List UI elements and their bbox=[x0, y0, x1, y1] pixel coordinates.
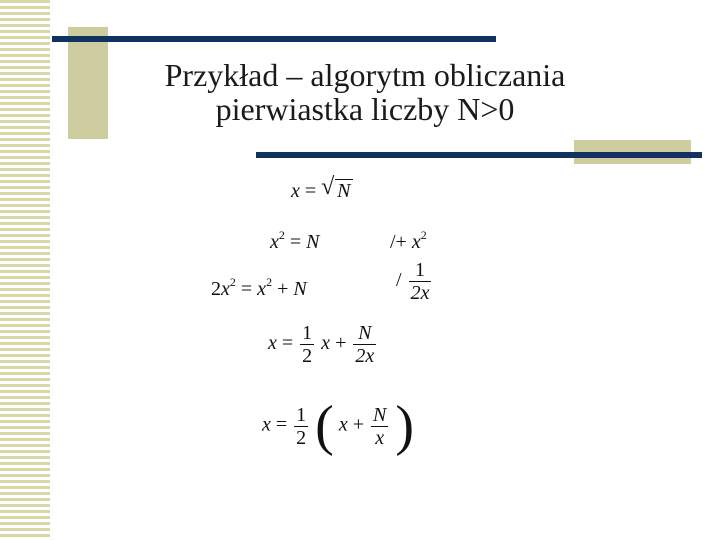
equation-3 bbox=[211, 275, 307, 301]
eq3-note-num: 1 bbox=[415, 259, 425, 281]
eq3-equals: = bbox=[240, 278, 253, 300]
eq1-equals: = bbox=[304, 180, 317, 202]
eq3-lhs: x bbox=[221, 278, 230, 300]
eq2-rhs: N bbox=[306, 231, 320, 253]
eq4-equals: = bbox=[281, 332, 294, 355]
eq3-exp: 2 bbox=[229, 275, 236, 289]
eq2-equals: = bbox=[289, 231, 302, 253]
eq2-note-var: x bbox=[411, 231, 421, 253]
left-decorative-stripe bbox=[0, 0, 50, 540]
eq5-right-paren: ) bbox=[395, 395, 414, 457]
eq5-equals: = bbox=[275, 413, 288, 436]
eq5-frac2-num: N bbox=[373, 403, 387, 426]
eq2-lhs: x bbox=[270, 231, 279, 253]
equation-5 bbox=[262, 395, 414, 457]
eq4-frac2-num: N bbox=[358, 322, 372, 344]
eq1-radicand: N bbox=[337, 180, 351, 202]
eq4-frac1-num: 1 bbox=[302, 322, 313, 344]
eq2-note-exp: 2 bbox=[420, 228, 427, 242]
eq4-lhs: x bbox=[268, 332, 277, 355]
eq4-plus: + bbox=[335, 332, 347, 355]
top-accent-bar bbox=[52, 36, 496, 42]
eq5-frac2-den: x bbox=[371, 426, 388, 449]
eq5-frac1-den: 2 bbox=[296, 426, 307, 449]
eq5-frac1-num: 1 bbox=[296, 403, 307, 426]
eq3-note-den: 2x bbox=[410, 282, 430, 304]
eq4-fraction-1 bbox=[300, 322, 314, 367]
bottom-accent-bar bbox=[256, 152, 702, 158]
equation-2-note bbox=[390, 228, 427, 254]
eq3-rhs2: N bbox=[293, 278, 307, 300]
eq3-rhs-exp: 2 bbox=[266, 275, 273, 289]
eq4-fraction-2 bbox=[353, 322, 376, 367]
slide-title-line2: pierwiastka liczby N>0 bbox=[215, 91, 515, 127]
eq5-left-paren: ( bbox=[315, 395, 334, 457]
eq5-mid: x bbox=[338, 413, 348, 436]
eq3-plus: + bbox=[277, 278, 289, 300]
eq5-lhs: x bbox=[262, 413, 271, 436]
equation-3-note bbox=[396, 259, 433, 304]
eq2-note-prefix: /+ bbox=[390, 231, 407, 253]
slide-title-line1: Przykład – algorytm obliczania bbox=[164, 57, 566, 93]
radical-sign: √ bbox=[321, 174, 335, 200]
eq3-rhs1: x bbox=[257, 278, 267, 300]
eq3-coef: 2 bbox=[211, 278, 221, 300]
eq1-lhs: x bbox=[291, 180, 300, 202]
eq4-mid: x bbox=[321, 332, 331, 355]
eq5-fraction-1 bbox=[294, 404, 308, 449]
eq4-frac1-den: 2 bbox=[302, 345, 313, 367]
equation-2 bbox=[270, 228, 320, 254]
eq3-note-prefix: / bbox=[396, 269, 402, 292]
eq3-note-fraction bbox=[409, 259, 432, 304]
eq5-fraction-2 bbox=[371, 404, 388, 449]
eq5-plus: + bbox=[352, 413, 364, 436]
slide-title bbox=[100, 58, 630, 126]
eq2-exp: 2 bbox=[278, 228, 285, 242]
equation-4 bbox=[268, 322, 378, 367]
equation-1 bbox=[291, 174, 353, 203]
eq1-sqrt bbox=[321, 174, 352, 203]
eq4-frac2-den: 2x bbox=[355, 345, 375, 367]
